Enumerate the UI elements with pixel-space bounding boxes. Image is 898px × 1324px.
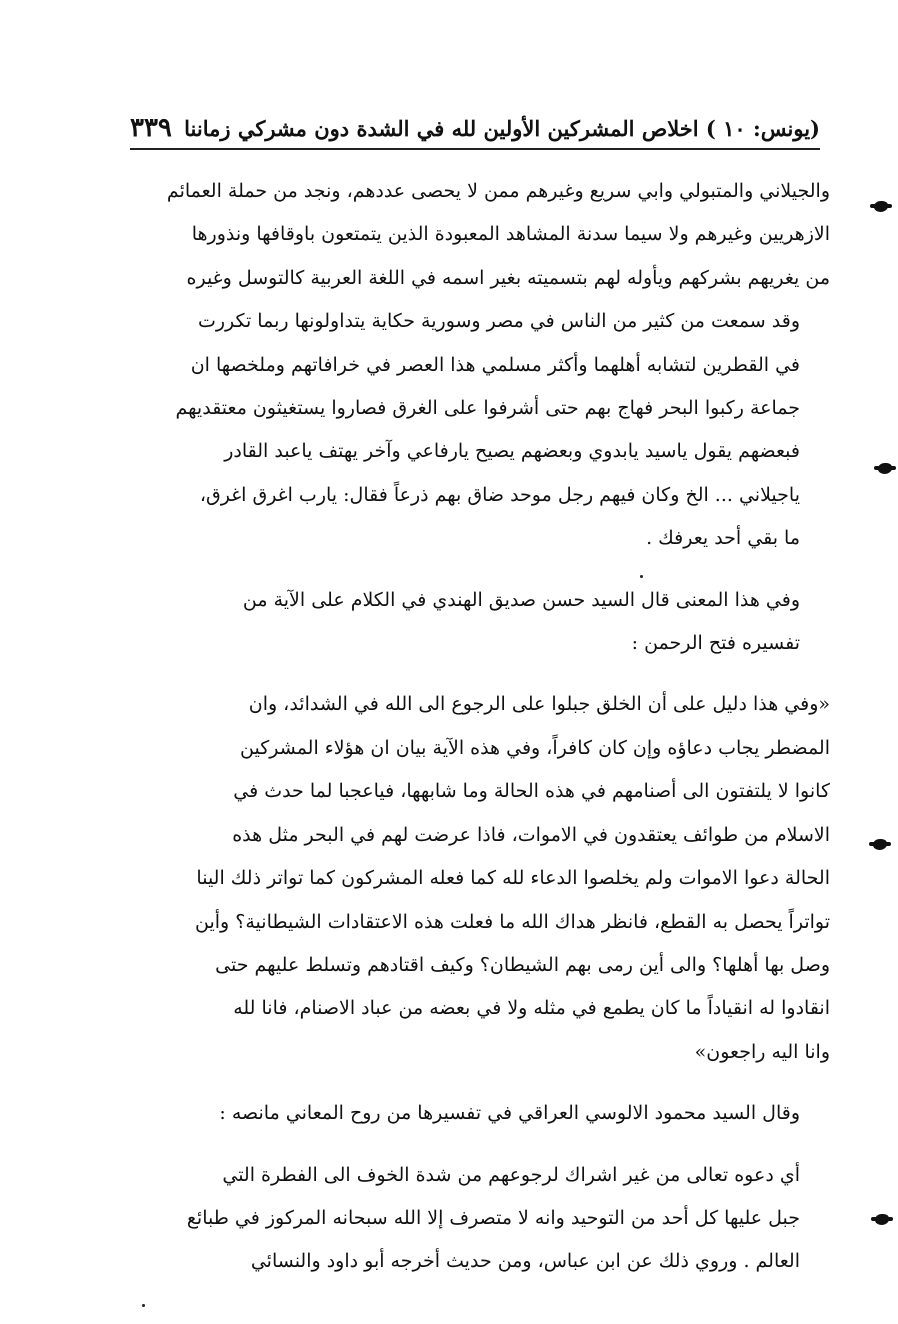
text-line: وقال السيد محمود الالوسي العراقي في تفسيرها من روح المعاني مانصه :: [219, 1102, 800, 1125]
text-line: ياجيلاني ... الخ وكان فيهم رجل موحد ضاق بهم ذرعاً فقال: يارب اغرق اغرق،: [199, 483, 800, 506]
binder-hole-mark: [878, 463, 892, 474]
text-line: جماعة ركبوا البحر فهاج بهم حتى أشرفوا على الغرق فصاروا يستغيثون معتقديهم: [175, 397, 800, 420]
scan-speck: [640, 575, 643, 578]
text-line: المضطر يجاب دعاؤه وإن كان كافراً، وفي هذه الآية بيان ان هؤلاء المشركين: [240, 736, 830, 759]
text-line: الحالة دعوا الاموات ولم يخلصوا الدعاء لله كما فعله المشركون كما تواتر ذلك الينا: [196, 867, 830, 890]
text-line: والجيلاني والمتبولي وابي سريع وغيرهم ممن لا يحصى عددهم، ونجد من حملة العمائم: [166, 180, 830, 202]
scan-speck: [142, 1304, 145, 1307]
text-line: الاسلام من طوائف يعتقدون في الاموات، فاذا عرضت لهم في البحر مثل هذه: [232, 823, 830, 846]
paragraph: [150, 1092, 830, 1135]
text-line: العالم . وروي ذلك عن ابن عباس، ومن حديث أخرجه أبو داود والنسائي: [250, 1250, 800, 1273]
text-line: وقد سمعت من كثير من الناس في مصر وسورية حكاية يتداولونها ربما تكررت: [197, 310, 800, 333]
binder-hole-mark: [875, 1214, 889, 1225]
text-line: وفي هذا المعنى قال السيد حسن صديق الهندي في الكلام على الآية من: [242, 588, 800, 611]
paragraph: [150, 579, 830, 666]
paragraph: [150, 300, 830, 560]
text-line: ما بقي أحد يعرفك .: [646, 527, 800, 550]
binder-hole-mark: [874, 201, 888, 212]
binder-hole-mark: [873, 839, 887, 850]
text-line: الازهريين وغيرهم ولا سيما سدنة المشاهد المعبودة الذين يتمتعون باوقافها ونذورها: [191, 223, 830, 246]
body-text: [150, 170, 830, 1284]
text-line: من يغريهم بشركهم ويأوله لهم بتسميته بغير اسمه في اللغة العربية كالتوسل وغيره: [186, 266, 830, 289]
text-line: أي دعوه تعالى من غير اشراك لرجوعهم من شدة الخوف الى الفطرة التي: [222, 1163, 800, 1186]
text-line: فبعضهم يقول ياسيد يابدوي وبعضهم يصيح يارفاعي وآخر يهتف ياعبد القادر: [224, 440, 800, 463]
text-line: جبل عليها كل أحد من التوحيد وانه لا متصرف إلا الله سبحانه المركوز في طبائع: [186, 1206, 800, 1229]
text-line: تفسيره فتح الرحمن :: [631, 632, 800, 655]
paragraph: [150, 170, 830, 300]
quotation-paragraph: [150, 683, 830, 1074]
running-header: [130, 108, 820, 150]
text-line: «وفي هذا دليل على أن الخلق جبلوا على الرجوع الى الله في الشدائد، وان: [248, 693, 830, 716]
text-line: كانوا لا يلتفتون الى أصنامهم في هذه الحالة وما شابهها، فياعجبا لما حدث في: [233, 780, 830, 803]
text-line: انقادوا له انقياداً ما كان يطمع في مثله ولا في بعضه من عباد الاصنام، فانا لله: [233, 997, 830, 1020]
text-line: وصل بها أهلها؟ والى أين رمى بهم الشيطان؟ وكيف اقتادهم وتسلط عليهم حتى: [215, 953, 830, 976]
text-line: في القطرين لتشابه أهلهما وأكثر مسلمي هذا العصر في خرافاتهم وملخصها ان: [190, 353, 800, 376]
header-title: (يونس: ١٠ ) اخلاص المشركين الأولين لله في الشدة دون مشركي زماننا: [184, 115, 820, 141]
text-line: تواتراً يحصل به القطع، فانظر هداك الله ما فعلت هذه الاعتقادات الشيطانية؟ وأين: [195, 910, 830, 933]
text-line: وانا اليه راجعون»: [694, 1040, 830, 1063]
paragraph: [150, 1154, 830, 1284]
page-number: ٣٣٩: [130, 113, 172, 143]
